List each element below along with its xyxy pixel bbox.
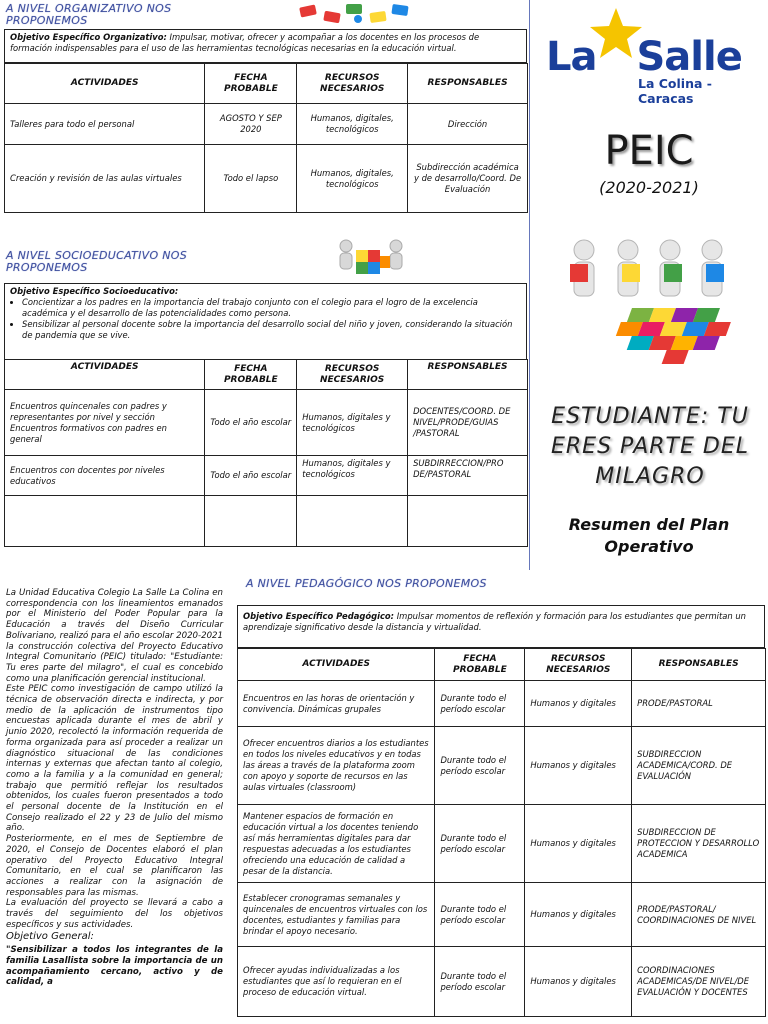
- table-cell: Durante todo el período escolar: [435, 727, 525, 805]
- table-cell: Humanos, digitales y tecnológicos: [297, 456, 408, 496]
- table-cell: Todo el lapso: [205, 145, 297, 213]
- socio-objective-list: [10, 297, 521, 341]
- org-header-resources: RECURSOS NECESARIOS: [297, 64, 408, 104]
- table-cell: Humanos y digitales: [525, 947, 632, 1017]
- general-objective-label: Objetivo General:: [6, 930, 94, 942]
- intro-text: [6, 588, 223, 988]
- table-cell: SUBDIRECCION DE PROTECCION Y DESARROLLO ACADEMICA: [632, 805, 766, 883]
- table-row: [238, 805, 766, 883]
- socio-table: [4, 359, 528, 547]
- org-header-date: FECHA PROBABLE: [205, 64, 297, 104]
- table-cell: Encuentros en las horas de orientación y convivencia. Dinámicas grupales: [238, 681, 435, 727]
- ped-header-resources: RECURSOS NECESARIOS: [525, 649, 632, 681]
- table-cell: Humanos y digitales: [525, 805, 632, 883]
- table-cell: Establecer cronogramas semanales y quincenales de encuentros virtuales con los docentes, estudiantes y familias para brindar el apoyo necesario.: [238, 883, 435, 947]
- table-row: [238, 727, 766, 805]
- socio-header-resources: RECURSOS NECESARIOS: [297, 360, 408, 390]
- socio-section-title: A NIVEL SOCIOEDUCATIVO NOS PROPONEMOS: [6, 249, 188, 274]
- logo-subtitle: La Colina - Caracas: [638, 76, 712, 106]
- org-section-title: A NIVEL ORGANIZATIVO NOS PROPONEMOS: [6, 2, 172, 27]
- logo-la: La: [546, 34, 597, 80]
- intro-paragraph: La evaluación del proyecto se llevará a cabo a través del seguimiento del los objetivos específicos y sus actividades.: [6, 898, 223, 930]
- table-cell: PRODE/PASTORAL/ COORDINACIONES DE NIVEL: [632, 883, 766, 947]
- table-cell: Encuentros quincenales con padres y representantes por nivel y sección Encuentros formativos con padres en general: [5, 390, 205, 456]
- table-cell: DOCENTES/COORD. DE NIVEL/PRODE/GUIAS /PASTORAL: [408, 390, 528, 456]
- socio-header-responsible: RESPONSABLES: [408, 360, 528, 390]
- table-row: [5, 496, 528, 547]
- table-cell: Todo el año escolar: [205, 456, 297, 496]
- table-cell: PRODE/PASTORAL: [632, 681, 766, 727]
- org-header-responsible: RESPONSABLES: [408, 64, 528, 104]
- table-cell: [5, 496, 205, 547]
- socio-objective-label: Objetivo Específico Socioeducativo:: [10, 286, 179, 296]
- table-cell: Creación y revisión de las aulas virtuales: [5, 145, 205, 213]
- ped-header-date: FECHA PROBABLE: [435, 649, 525, 681]
- intro-paragraph: La Unidad Educativa Colegio La Salle La Colina en correspondencia con los lineamientos emanados por el Ministerio del Poder Popular para la Educación a través del Diseño Curricular Bolivariano, realizó para el año escolar 2020-2021 la construcción colectiva del Proyecto Educativo Integral Comunitario (PEIC) titulado: "Estudiante: Tu eres parte del milagro", el cual es concebido como una planificación gerencial institucional.: [6, 588, 223, 684]
- table-row: [5, 145, 528, 213]
- table-cell: COORDINACIONES ACADEMICAS/DE NIVEL/DE EVALUACIÓN Y DOCENTES: [632, 947, 766, 1017]
- ped-objective-text: Impulsar momentos de reflexión y formación para los estudiantes que permitan un aprendizaje significativo desde la distancia y virtualidad.: [243, 611, 746, 632]
- people-puzzle-icon: [334, 236, 408, 282]
- list-item: • Concientizar a los padres en la importancia del trabajo conjunto con el colegio para el logro de la excelencia académica y el desarrollo de las potencialidades como persona.: [22, 297, 521, 319]
- table-row: [238, 947, 766, 1017]
- intro-paragraph: Posteriormente, en el mes de Septiembre de 2020, el Consejo de Docentes elaboró el plan operativo del Proyecto Educativo Integral Comunitario, en el cual se planificaron las acciones a realizar con la asignación de responsables para las mismas.: [6, 834, 223, 898]
- table-cell: [408, 496, 528, 547]
- table-cell: Ofrecer ayudas individualizadas a los estudiantes que así lo requieran en el proceso de educación virtual.: [238, 947, 435, 1017]
- table-cell: Humanos y digitales: [525, 883, 632, 947]
- ped-objective-label: Objetivo Específico Pedagógico:: [243, 611, 395, 621]
- peic-title: PEIC: [604, 128, 694, 174]
- org-objective-text: Impulsar, motivar, ofrecer y acompañar a los docentes en los procesos de formación indispensables para el uso de las herramientas tecnológicas necesarias en la educación virtual.: [10, 32, 480, 53]
- table-cell: Humanos, digitales y tecnológicos: [297, 390, 408, 456]
- org-objective-label: Objetivo Específico Organizativo:: [10, 32, 167, 42]
- ped-objective: [237, 605, 765, 648]
- motto-title: ESTUDIANTE: TU ERES PARTE DEL MILAGRO: [551, 404, 749, 489]
- logo-salle: Salle: [636, 34, 742, 80]
- table-cell: Durante todo el período escolar: [435, 681, 525, 727]
- puzzle-pieces-icon: [298, 2, 418, 28]
- table-cell: Durante todo el período escolar: [435, 947, 525, 1017]
- table-cell: Mantener espacios de formación en educación virtual a los docentes teniendo así más herramientas digitales para dar respuestas adecuadas a los estudiantes ofreciendo una educación de calidad a pesar de la distancia.: [238, 805, 435, 883]
- table-row: [5, 390, 528, 456]
- ped-table: [237, 648, 766, 1017]
- table-cell: Humanos, digitales, tecnológicos: [297, 145, 408, 213]
- socio-header-date: FECHA PROBABLE: [205, 360, 297, 390]
- table-cell: Talleres para todo el personal: [5, 104, 205, 145]
- table-cell: Humanos, digitales, tecnológicos: [297, 104, 408, 145]
- peic-years: (2020-2021): [599, 178, 699, 197]
- socio-header-activities: ACTIVIDADES: [5, 360, 205, 390]
- column-divider: [529, 0, 530, 570]
- table-cell: Durante todo el período escolar: [435, 883, 525, 947]
- org-objective: [4, 29, 527, 63]
- table-cell: Humanos y digitales: [525, 727, 632, 805]
- table-cell: [205, 496, 297, 547]
- intro-paragraph: Este PEIC como investigación de campo utilizó la técnica de observación directa e indirecta, y por medio de la aplicación de instrumentos tipo encuestas aplicada durante el mes de abril y junio 2020, recolectó la información requerida de forma organizada para así proceder a realizar un diagnóstico situacional de las condiciones internas y externas que afectan tanto al colegio, como a la familia y a la comunidad en general; trabajo que permitió reflejar los resultados obtenidos, los cuales fueron presentados a todo el personal docente de la Institución en el Consejo realizado el 22 y 23 de Julio del mismo año.: [6, 684, 223, 834]
- table-row: [5, 456, 528, 496]
- table-row: [5, 104, 528, 145]
- table-cell: SUBDIRECCION ACADEMICA/CORD. DE EVALUACIÓN: [632, 727, 766, 805]
- table-cell: Dirección: [408, 104, 528, 145]
- table-cell: AGOSTO Y SEP 2020: [205, 104, 297, 145]
- ped-header-activities: ACTIVIDADES: [238, 649, 435, 681]
- table-row: [238, 681, 766, 727]
- table-cell: SUBDIRRECCION/PRO DE/PASTORAL: [408, 456, 528, 496]
- table-cell: [297, 496, 408, 547]
- table-row: [238, 883, 766, 947]
- ped-header-responsible: RESPONSABLES: [632, 649, 766, 681]
- table-cell: Humanos y digitales: [525, 681, 632, 727]
- logo-text: [546, 34, 742, 80]
- list-item: • Sensibilizar al personal docente sobre la importancia del desarrollo social del niño y joven, considerando la situación de pandemia que se vive.: [22, 319, 521, 341]
- plan-subtitle: Resumen del Plan Operativo: [568, 515, 730, 556]
- general-objective-text: "Sensibilizar a todos los integrantes de la familia Lasallista sobre la importancia de un acompañamiento cercano, activo y de calidad, a: [6, 945, 223, 988]
- org-table: [4, 63, 528, 213]
- ped-section-title: A NIVEL PEDAGÓGICO NOS PROPONEMOS: [246, 577, 487, 590]
- socio-objective: [4, 283, 527, 360]
- table-cell: Durante todo el período escolar: [435, 805, 525, 883]
- org-header-activities: ACTIVIDADES: [5, 64, 205, 104]
- table-cell: Ofrecer encuentros diarios a los estudiantes en todos los niveles educativos y en todas las áreas a través de la plataforma zoom con apoyo y soporte de recursos en las aulas virtuales (classroom): [238, 727, 435, 805]
- team-puzzle-illustration-icon: [562, 236, 742, 376]
- table-cell: Todo el año escolar: [205, 390, 297, 456]
- table-cell: Encuentros con docentes por niveles educativos: [5, 456, 205, 496]
- table-cell: Subdirección académica y de desarrollo/Coord. De Evaluación: [408, 145, 528, 213]
